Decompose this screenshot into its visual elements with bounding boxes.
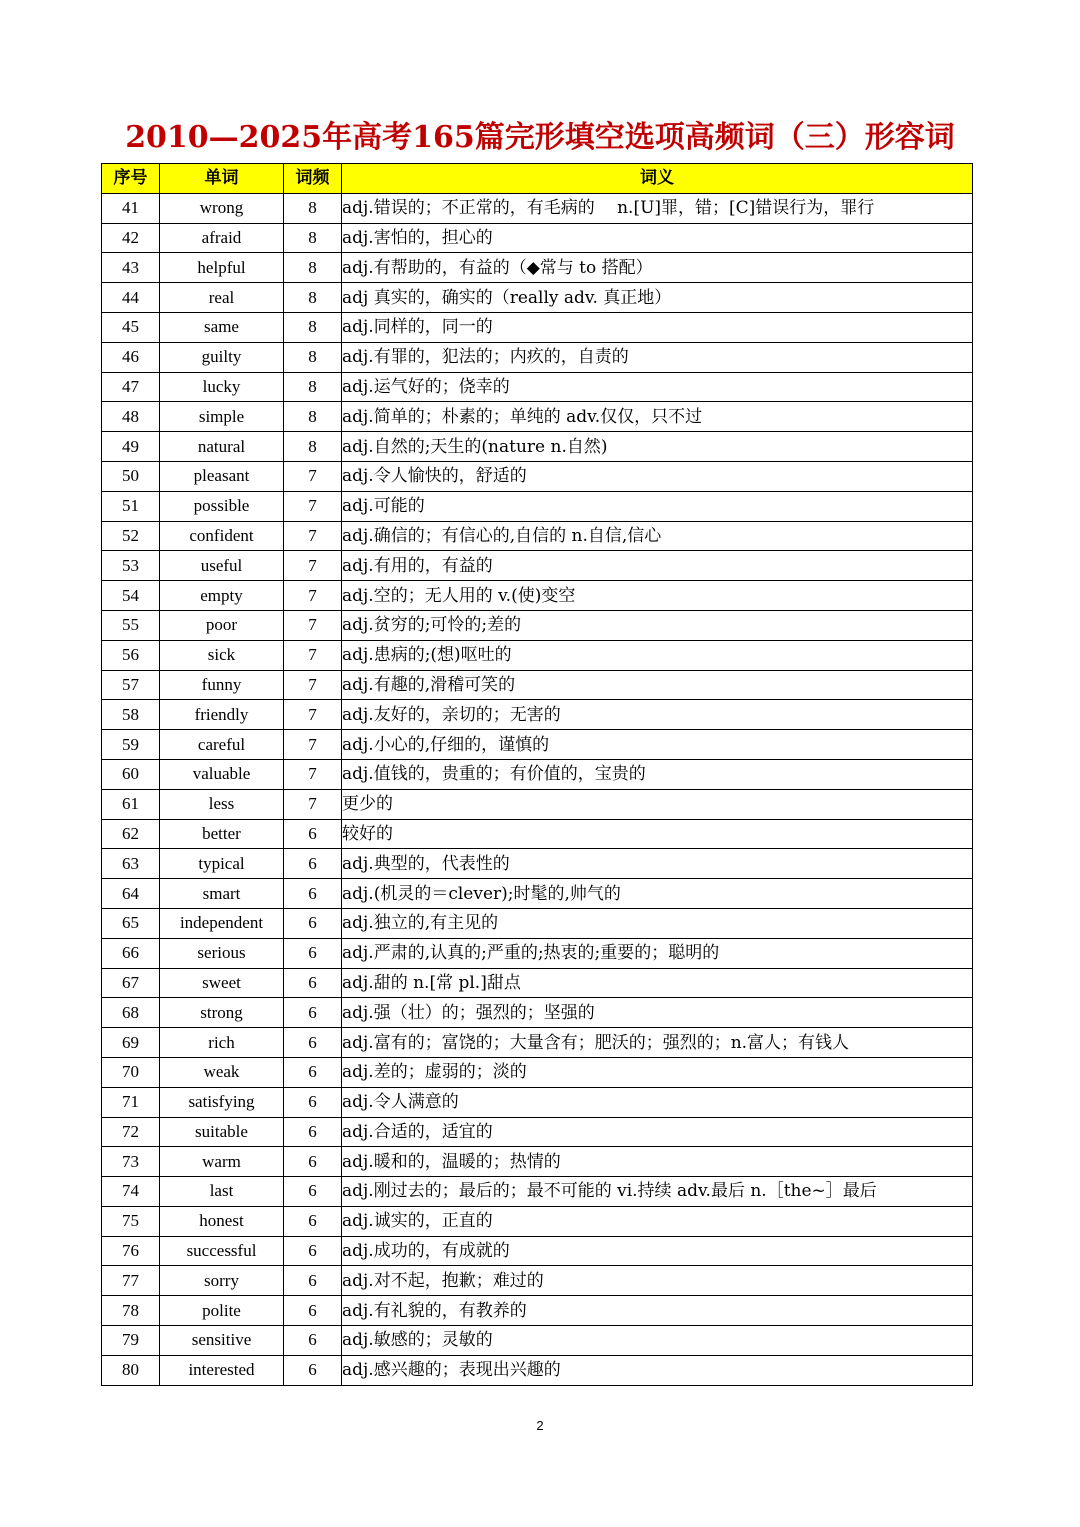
row-frequency: 8	[284, 372, 342, 402]
row-word: smart	[160, 879, 284, 909]
row-word: guilty	[160, 342, 284, 372]
row-frequency: 7	[284, 700, 342, 730]
table-row	[102, 819, 973, 849]
row-number: 63	[102, 849, 160, 879]
row-frequency: 8	[284, 342, 342, 372]
row-word: sick	[160, 640, 284, 670]
row-frequency: 6	[284, 819, 342, 849]
table-row	[102, 998, 973, 1028]
row-frequency: 6	[284, 1236, 342, 1266]
row-definition: adj.富有的；富饶的；大量含有；肥沃的；强烈的；n.富人；有钱人	[342, 1028, 973, 1058]
row-word: empty	[160, 581, 284, 611]
row-definition: adj.令人满意的	[342, 1087, 973, 1117]
table-row	[102, 730, 973, 760]
row-definition: adj.强（壮）的；强烈的；坚强的	[342, 998, 973, 1028]
row-number: 48	[102, 402, 160, 432]
row-definition: adj.令人愉快的，舒适的	[342, 461, 973, 491]
row-frequency: 7	[284, 461, 342, 491]
row-number: 42	[102, 223, 160, 253]
row-number: 45	[102, 312, 160, 342]
row-definition: adj.感兴趣的；表现出兴趣的	[342, 1355, 973, 1385]
table-row	[102, 879, 973, 909]
row-word: afraid	[160, 223, 284, 253]
table-row	[102, 1147, 973, 1177]
table-row	[102, 1326, 973, 1356]
row-word: useful	[160, 551, 284, 581]
row-word: natural	[160, 432, 284, 462]
row-word: sensitive	[160, 1326, 284, 1356]
row-frequency: 6	[284, 1087, 342, 1117]
row-definition: adj.自然的;天生的(nature n.自然)	[342, 432, 973, 462]
row-number: 68	[102, 998, 160, 1028]
table-row	[102, 670, 973, 700]
table-row	[102, 1355, 973, 1385]
table-row	[102, 1206, 973, 1236]
row-definition: 较好的	[342, 819, 973, 849]
row-word: funny	[160, 670, 284, 700]
row-frequency: 7	[284, 640, 342, 670]
row-word: possible	[160, 491, 284, 521]
row-number: 73	[102, 1147, 160, 1177]
row-definition: adj.有罪的，犯法的；内疚的，自责的	[342, 342, 973, 372]
table-row	[102, 789, 973, 819]
row-word: typical	[160, 849, 284, 879]
table-row	[102, 521, 973, 551]
row-frequency: 6	[284, 998, 342, 1028]
table-header-row	[102, 164, 973, 194]
row-number: 57	[102, 670, 160, 700]
row-definition: adj.有趣的,滑稽可笑的	[342, 670, 973, 700]
row-word: last	[160, 1177, 284, 1207]
row-frequency: 6	[284, 849, 342, 879]
row-number: 79	[102, 1326, 160, 1356]
row-frequency: 6	[284, 1296, 342, 1326]
row-frequency: 8	[284, 193, 342, 223]
row-word: valuable	[160, 759, 284, 789]
table-row	[102, 1057, 973, 1087]
row-word: less	[160, 789, 284, 819]
row-word: pleasant	[160, 461, 284, 491]
row-number: 75	[102, 1206, 160, 1236]
vocab-table	[101, 163, 973, 1386]
header-word: 单词	[160, 164, 284, 194]
row-frequency: 7	[284, 521, 342, 551]
table-row	[102, 283, 973, 313]
row-definition: adj.合适的，适宜的	[342, 1117, 973, 1147]
row-definition: adj.害怕的，担心的	[342, 223, 973, 253]
row-word: strong	[160, 998, 284, 1028]
row-word: warm	[160, 1147, 284, 1177]
row-number: 56	[102, 640, 160, 670]
page-number: 2	[536, 1418, 544, 1433]
row-definition: adj.严肃的,认真的;严重的;热衷的;重要的；聪明的	[342, 938, 973, 968]
row-definition: adj.错误的；不正常的，有毛病的 n.[U]罪，错；[C]错误行为，罪行	[342, 193, 973, 223]
header-freq: 词频	[284, 164, 342, 194]
row-number: 52	[102, 521, 160, 551]
row-word: honest	[160, 1206, 284, 1236]
table-row	[102, 968, 973, 998]
row-number: 55	[102, 610, 160, 640]
row-frequency: 6	[284, 1057, 342, 1087]
table-row	[102, 1087, 973, 1117]
row-definition: adj.独立的,有主见的	[342, 908, 973, 938]
row-number: 64	[102, 879, 160, 909]
table-row	[102, 193, 973, 223]
row-definition: adj.患病的;(想)呕吐的	[342, 640, 973, 670]
table-row	[102, 253, 973, 283]
row-definition: adj.简单的；朴素的；单纯的 adv.仅仅，只不过	[342, 402, 973, 432]
row-definition: adj.成功的，有成就的	[342, 1236, 973, 1266]
row-frequency: 7	[284, 730, 342, 760]
row-number: 53	[102, 551, 160, 581]
row-word: weak	[160, 1057, 284, 1087]
page-title: 2010—2025年高考165篇完形填空选项高频词（三）形容词	[125, 120, 955, 155]
row-number: 76	[102, 1236, 160, 1266]
row-frequency: 8	[284, 283, 342, 313]
row-frequency: 6	[284, 968, 342, 998]
row-word: better	[160, 819, 284, 849]
row-word: suitable	[160, 1117, 284, 1147]
row-word: wrong	[160, 193, 284, 223]
row-definition: adj.典型的，代表性的	[342, 849, 973, 879]
table-row	[102, 1117, 973, 1147]
table-row	[102, 759, 973, 789]
row-definition: adj.可能的	[342, 491, 973, 521]
row-number: 61	[102, 789, 160, 819]
row-definition: adj.同样的，同一的	[342, 312, 973, 342]
row-frequency: 7	[284, 551, 342, 581]
row-word: careful	[160, 730, 284, 760]
row-word: polite	[160, 1296, 284, 1326]
row-frequency: 6	[284, 938, 342, 968]
row-definition: 更少的	[342, 789, 973, 819]
table-row	[102, 402, 973, 432]
row-word: rich	[160, 1028, 284, 1058]
table-row	[102, 640, 973, 670]
row-number: 69	[102, 1028, 160, 1058]
row-definition: adj.运气好的；侥幸的	[342, 372, 973, 402]
row-definition: adj.甜的 n.[常 pl.]甜点	[342, 968, 973, 998]
row-definition: adj.值钱的，贵重的；有价值的，宝贵的	[342, 759, 973, 789]
row-definition: adj.对不起，抱歉；难过的	[342, 1266, 973, 1296]
row-definition: adj.诚实的，正直的	[342, 1206, 973, 1236]
row-frequency: 8	[284, 402, 342, 432]
row-word: sorry	[160, 1266, 284, 1296]
row-number: 58	[102, 700, 160, 730]
row-frequency: 6	[284, 1326, 342, 1356]
table-row	[102, 581, 973, 611]
row-definition: adj.暖和的，温暖的；热情的	[342, 1147, 973, 1177]
row-word: helpful	[160, 253, 284, 283]
row-frequency: 6	[284, 1355, 342, 1385]
row-number: 60	[102, 759, 160, 789]
row-word: real	[160, 283, 284, 313]
row-definition: adj.空的；无人用的 v.(使)变空	[342, 581, 973, 611]
row-number: 41	[102, 193, 160, 223]
table-row	[102, 491, 973, 521]
table-body	[102, 193, 973, 1385]
row-number: 50	[102, 461, 160, 491]
row-word: successful	[160, 1236, 284, 1266]
row-number: 51	[102, 491, 160, 521]
row-definition: adj.刚过去的；最后的；最不可能的 vi.持续 adv.最后 n.［the~］最后	[342, 1177, 973, 1207]
row-definition: adj 真实的，确实的（really adv. 真正地）	[342, 283, 973, 313]
table-row	[102, 1177, 973, 1207]
table-row	[102, 1236, 973, 1266]
row-word: confident	[160, 521, 284, 551]
row-definition: adj.有帮助的，有益的（◆常与 to 搭配）	[342, 253, 973, 283]
row-number: 54	[102, 581, 160, 611]
row-number: 78	[102, 1296, 160, 1326]
row-word: simple	[160, 402, 284, 432]
row-number: 47	[102, 372, 160, 402]
table-row	[102, 372, 973, 402]
row-word: independent	[160, 908, 284, 938]
table-row	[102, 223, 973, 253]
row-frequency: 6	[284, 1028, 342, 1058]
row-frequency: 6	[284, 1117, 342, 1147]
row-number: 71	[102, 1087, 160, 1117]
row-word: satisfying	[160, 1087, 284, 1117]
row-number: 77	[102, 1266, 160, 1296]
row-word: poor	[160, 610, 284, 640]
row-frequency: 7	[284, 789, 342, 819]
row-frequency: 7	[284, 491, 342, 521]
row-frequency: 8	[284, 223, 342, 253]
row-frequency: 8	[284, 312, 342, 342]
table-row	[102, 700, 973, 730]
row-frequency: 6	[284, 1206, 342, 1236]
row-definition: adj.有礼貌的，有教养的	[342, 1296, 973, 1326]
row-number: 46	[102, 342, 160, 372]
row-number: 80	[102, 1355, 160, 1385]
row-word: lucky	[160, 372, 284, 402]
row-definition: adj.小心的,仔细的，谨慎的	[342, 730, 973, 760]
row-number: 49	[102, 432, 160, 462]
table-row	[102, 1296, 973, 1326]
row-definition: adj.友好的，亲切的；无害的	[342, 700, 973, 730]
row-frequency: 6	[284, 1147, 342, 1177]
row-number: 44	[102, 283, 160, 313]
row-frequency: 6	[284, 879, 342, 909]
header-num: 序号	[102, 164, 160, 194]
table-row	[102, 342, 973, 372]
row-frequency: 7	[284, 759, 342, 789]
table-row	[102, 1266, 973, 1296]
table-row	[102, 610, 973, 640]
row-number: 66	[102, 938, 160, 968]
row-frequency: 7	[284, 581, 342, 611]
table-row	[102, 551, 973, 581]
row-frequency: 6	[284, 1177, 342, 1207]
table-row	[102, 461, 973, 491]
row-definition: adj.有用的，有益的	[342, 551, 973, 581]
row-number: 74	[102, 1177, 160, 1207]
header-def: 词义	[342, 164, 973, 194]
row-frequency: 7	[284, 610, 342, 640]
row-definition: adj.差的；虚弱的；淡的	[342, 1057, 973, 1087]
row-number: 59	[102, 730, 160, 760]
row-word: friendly	[160, 700, 284, 730]
row-word: interested	[160, 1355, 284, 1385]
row-number: 43	[102, 253, 160, 283]
table-row	[102, 849, 973, 879]
row-definition: adj.确信的；有信心的,自信的 n.自信,信心	[342, 521, 973, 551]
table-row	[102, 1028, 973, 1058]
row-frequency: 6	[284, 908, 342, 938]
table-row	[102, 938, 973, 968]
row-number: 70	[102, 1057, 160, 1087]
row-frequency: 8	[284, 432, 342, 462]
row-definition: adj.贫穷的;可怜的;差的	[342, 610, 973, 640]
row-frequency: 7	[284, 670, 342, 700]
row-number: 62	[102, 819, 160, 849]
table-row	[102, 312, 973, 342]
row-word: same	[160, 312, 284, 342]
row-frequency: 8	[284, 253, 342, 283]
row-definition: adj.敏感的；灵敏的	[342, 1326, 973, 1356]
table-row	[102, 432, 973, 462]
row-word: serious	[160, 938, 284, 968]
row-word: sweet	[160, 968, 284, 998]
row-number: 67	[102, 968, 160, 998]
row-definition: adj.(机灵的＝clever);时髦的,帅气的	[342, 879, 973, 909]
row-number: 65	[102, 908, 160, 938]
table-row	[102, 908, 973, 938]
row-frequency: 6	[284, 1266, 342, 1296]
row-number: 72	[102, 1117, 160, 1147]
